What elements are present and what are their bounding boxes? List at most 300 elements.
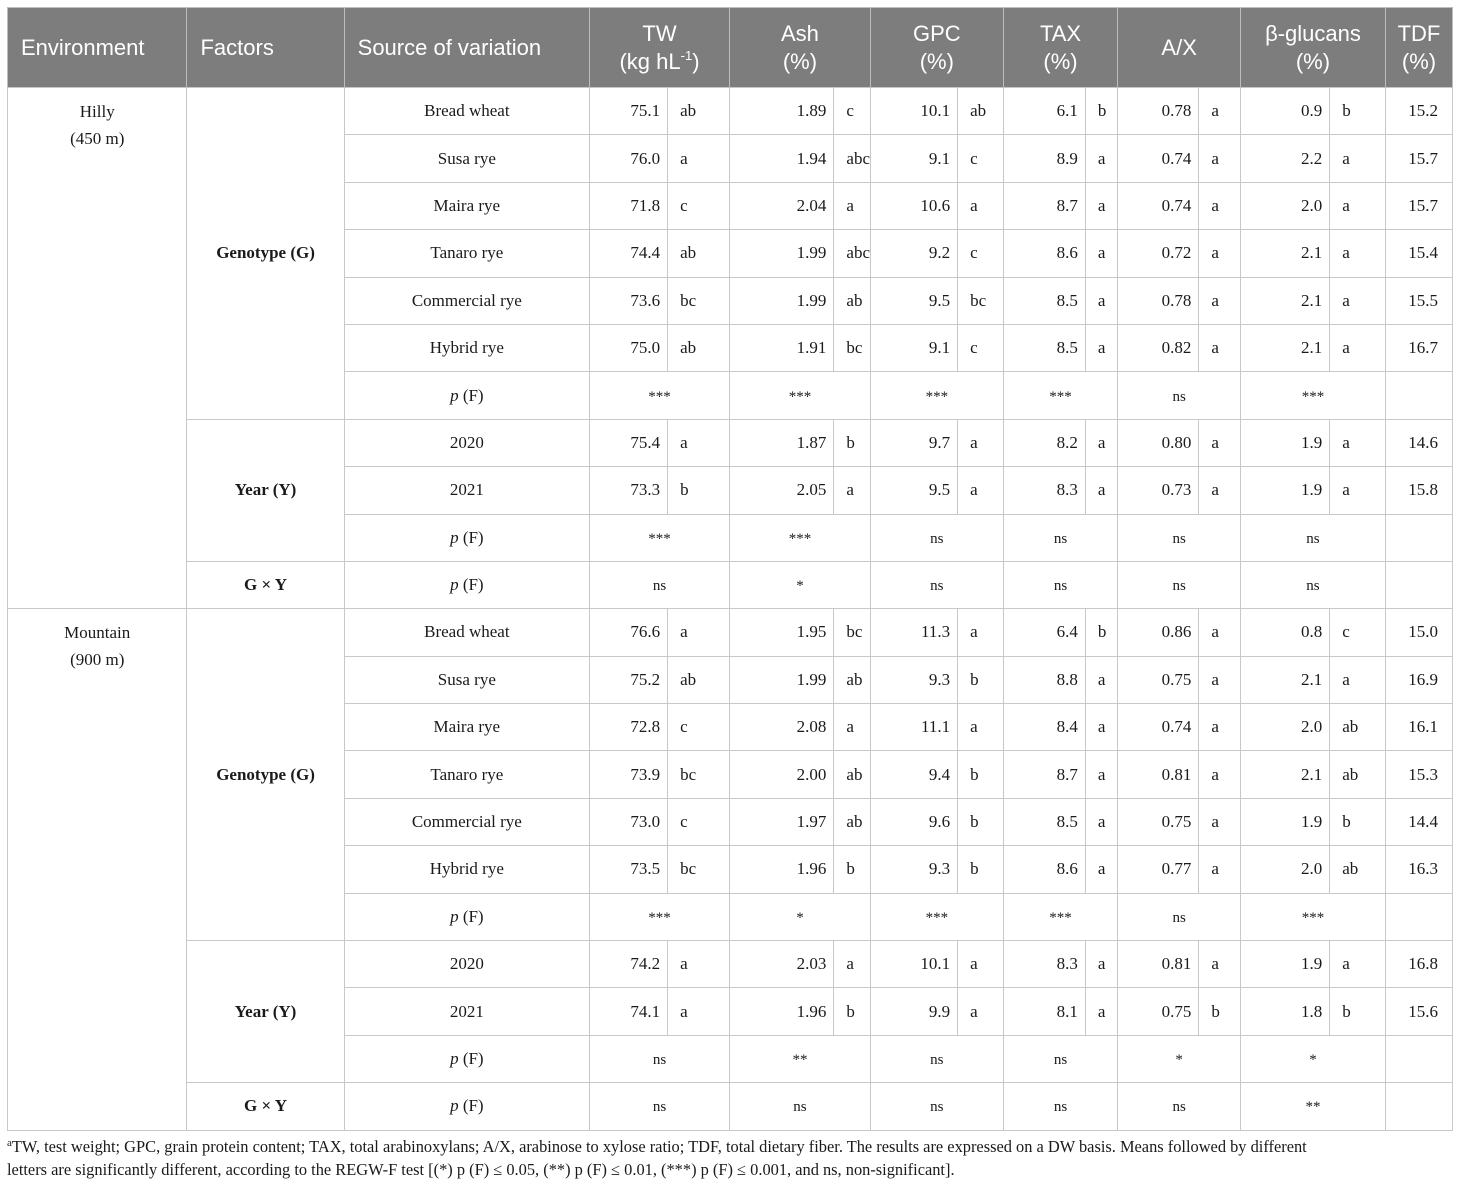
source-cell: Bread wheat bbox=[344, 88, 589, 135]
ash-value: 1.99 bbox=[729, 230, 833, 277]
f-symbol: (F) bbox=[462, 527, 484, 547]
ash-significance bbox=[729, 893, 870, 940]
beta-glucans-value: 1.9 bbox=[1240, 798, 1329, 845]
tax-letter: a bbox=[1085, 988, 1117, 1035]
tdf-value: 15.6 bbox=[1385, 988, 1452, 1035]
gpc-letter: a bbox=[958, 988, 1004, 1035]
beta-glucans-letter: ab bbox=[1330, 704, 1386, 751]
tax-significance bbox=[1003, 561, 1118, 608]
header-factors: Factors bbox=[187, 8, 344, 88]
tax-letter: a bbox=[1085, 656, 1117, 703]
tax-value: 8.1 bbox=[1003, 988, 1085, 1035]
tw-value: 75.4 bbox=[590, 419, 668, 466]
ax-letter: a bbox=[1199, 135, 1241, 182]
gpc-letter: c bbox=[958, 230, 1004, 277]
p-f-label bbox=[344, 372, 589, 419]
significance-mark: ns bbox=[793, 1099, 807, 1116]
beta-glucans-letter: b bbox=[1330, 88, 1386, 135]
header-tdf: TDF (%) bbox=[1385, 8, 1452, 88]
source-cell: Hybrid rye bbox=[344, 846, 589, 893]
significance-mark: * bbox=[1309, 1052, 1317, 1068]
ax-value: 0.77 bbox=[1118, 846, 1199, 893]
significance-mark: ns bbox=[930, 1052, 944, 1068]
gpc-value: 11.1 bbox=[870, 704, 957, 751]
beta-glucans-letter: b bbox=[1330, 988, 1386, 1035]
ax-letter: a bbox=[1199, 277, 1241, 324]
significance-mark: ns bbox=[652, 1099, 667, 1116]
tw-value: 75.1 bbox=[590, 88, 668, 135]
gpc-value: 10.1 bbox=[870, 941, 957, 988]
factor-year: Year (Y) bbox=[187, 419, 344, 561]
significance-mark: ns bbox=[1172, 388, 1186, 405]
tw-significance bbox=[590, 1083, 730, 1130]
beta-glucans-value: 2.1 bbox=[1240, 277, 1329, 324]
factor-gxy: G × Y bbox=[187, 1083, 344, 1130]
tw-significance bbox=[590, 372, 730, 419]
gpc-letter: a bbox=[958, 941, 1004, 988]
tdf-value: 16.8 bbox=[1385, 941, 1452, 988]
beta-glucans-value: 0.8 bbox=[1240, 609, 1329, 656]
tw-letter: bc bbox=[668, 751, 730, 798]
gpc-letter: c bbox=[958, 324, 1004, 371]
gpc-letter: b bbox=[958, 798, 1004, 845]
header-row bbox=[8, 8, 1453, 88]
beta-glucans-letter: a bbox=[1330, 419, 1386, 466]
tdf-value: 15.7 bbox=[1385, 182, 1452, 229]
tw-letter: ab bbox=[668, 88, 730, 135]
header-beta-glucans: β-glucans (%) bbox=[1240, 8, 1385, 88]
ash-value: 2.04 bbox=[729, 182, 833, 229]
significance-mark: * bbox=[1175, 1052, 1183, 1068]
tw-letter: b bbox=[668, 467, 730, 514]
tw-value: 71.8 bbox=[590, 182, 668, 229]
tax-value: 8.3 bbox=[1003, 941, 1085, 988]
tax-significance bbox=[1003, 1083, 1118, 1130]
ax-letter: b bbox=[1199, 988, 1241, 1035]
beta-glucans-value: 2.2 bbox=[1240, 135, 1329, 182]
tdf-empty bbox=[1385, 372, 1452, 419]
tw-significance bbox=[590, 1035, 730, 1082]
significance-mark: * bbox=[796, 578, 804, 595]
ax-value: 0.78 bbox=[1118, 277, 1199, 324]
header-ax: A/X bbox=[1118, 8, 1241, 88]
environment-cell bbox=[8, 88, 187, 609]
f-symbol: (F) bbox=[462, 575, 484, 595]
ash-value: 1.91 bbox=[729, 324, 833, 371]
source-cell: Susa rye bbox=[344, 656, 589, 703]
table-container bbox=[7, 7, 1453, 1131]
tax-letter: a bbox=[1085, 324, 1117, 371]
tw-value: 73.5 bbox=[590, 846, 668, 893]
p-f-label bbox=[344, 1083, 589, 1130]
environment-altitude: (900 m) bbox=[70, 650, 125, 670]
tdf-empty bbox=[1385, 1035, 1452, 1082]
ax-significance bbox=[1118, 372, 1241, 419]
source-cell: Commercial rye bbox=[344, 798, 589, 845]
ash-letter: bc bbox=[834, 324, 871, 371]
significance-mark: ns bbox=[652, 578, 667, 595]
ash-letter: a bbox=[834, 182, 871, 229]
significance-mark: *** bbox=[1301, 909, 1325, 926]
ax-value: 0.81 bbox=[1118, 941, 1199, 988]
tax-value: 8.5 bbox=[1003, 277, 1085, 324]
ax-value: 0.75 bbox=[1118, 656, 1199, 703]
significance-mark: ns bbox=[652, 1052, 667, 1068]
p-f-label bbox=[344, 514, 589, 561]
tax-value: 8.7 bbox=[1003, 182, 1085, 229]
gpc-value: 9.6 bbox=[870, 798, 957, 845]
tw-letter: ab bbox=[668, 324, 730, 371]
beta-glucans-value: 2.0 bbox=[1240, 846, 1329, 893]
tdf-value: 15.8 bbox=[1385, 467, 1452, 514]
tax-letter: a bbox=[1085, 846, 1117, 893]
gpc-letter: a bbox=[958, 419, 1004, 466]
ash-value: 1.87 bbox=[729, 419, 833, 466]
significance-mark: *** bbox=[788, 530, 812, 547]
tw-value: 73.6 bbox=[590, 277, 668, 324]
gpc-letter: b bbox=[958, 656, 1004, 703]
tax-letter: b bbox=[1085, 88, 1117, 135]
ash-significance bbox=[729, 561, 870, 608]
gpc-value: 10.1 bbox=[870, 88, 957, 135]
tw-letter: c bbox=[668, 798, 730, 845]
ax-letter: a bbox=[1199, 798, 1241, 845]
ash-value: 2.03 bbox=[729, 941, 833, 988]
ash-letter: ab bbox=[834, 798, 871, 845]
ax-letter: a bbox=[1199, 182, 1241, 229]
beta-glucans-value: 2.1 bbox=[1240, 230, 1329, 277]
tw-value: 74.1 bbox=[590, 988, 668, 1035]
beta-glucans-letter: a bbox=[1330, 324, 1386, 371]
ash-letter: b bbox=[834, 846, 871, 893]
tdf-empty bbox=[1385, 514, 1452, 561]
table-body bbox=[8, 88, 1453, 1131]
tw-letter: ab bbox=[668, 656, 730, 703]
tdf-value: 14.6 bbox=[1385, 419, 1452, 466]
beta-glucans-value: 1.9 bbox=[1240, 941, 1329, 988]
tdf-empty bbox=[1385, 893, 1452, 940]
tax-letter: a bbox=[1085, 467, 1117, 514]
p-symbol: p bbox=[450, 527, 459, 547]
significance-mark: ns bbox=[1306, 530, 1320, 547]
gpc-value: 9.5 bbox=[870, 277, 957, 324]
beta-glucans-value: 2.1 bbox=[1240, 751, 1329, 798]
tax-value: 6.4 bbox=[1003, 609, 1085, 656]
ash-letter: ab bbox=[834, 656, 871, 703]
tw-value: 75.0 bbox=[590, 324, 668, 371]
gpc-value: 9.3 bbox=[870, 846, 957, 893]
significance-mark: *** bbox=[648, 530, 671, 547]
significance-mark: ns bbox=[1306, 578, 1320, 595]
ax-letter: a bbox=[1199, 230, 1241, 277]
tw-value: 74.2 bbox=[590, 941, 668, 988]
factor-genotype: Genotype (G) bbox=[187, 88, 344, 420]
significance-mark: ** bbox=[1305, 1099, 1321, 1116]
ax-letter: a bbox=[1199, 751, 1241, 798]
tw-value: 76.6 bbox=[590, 609, 668, 656]
ax-value: 0.74 bbox=[1118, 135, 1199, 182]
ash-letter: ab bbox=[834, 751, 871, 798]
ax-significance bbox=[1118, 1035, 1241, 1082]
significance-mark: ns bbox=[1172, 578, 1186, 595]
tax-value: 6.1 bbox=[1003, 88, 1085, 135]
ax-significance bbox=[1118, 561, 1241, 608]
header-ash: Ash (%) bbox=[729, 8, 870, 88]
tax-significance bbox=[1003, 893, 1118, 940]
tw-value: 73.9 bbox=[590, 751, 668, 798]
ax-letter: a bbox=[1199, 88, 1241, 135]
gpc-letter: b bbox=[958, 846, 1004, 893]
tdf-value: 16.3 bbox=[1385, 846, 1452, 893]
beta-glucans-significance bbox=[1240, 1083, 1385, 1130]
ax-significance bbox=[1118, 893, 1241, 940]
environment-name: Hilly bbox=[79, 102, 115, 121]
gpc-letter: c bbox=[958, 135, 1004, 182]
ax-letter: a bbox=[1199, 846, 1241, 893]
table-row bbox=[8, 88, 1453, 135]
ash-letter: a bbox=[834, 704, 871, 751]
table-row bbox=[8, 419, 1453, 466]
tw-letter: a bbox=[668, 941, 730, 988]
beta-glucans-value: 2.0 bbox=[1240, 182, 1329, 229]
beta-glucans-value: 1.9 bbox=[1240, 419, 1329, 466]
table-row bbox=[8, 561, 1453, 608]
gpc-letter: ab bbox=[958, 88, 1004, 135]
ash-value: 1.99 bbox=[729, 656, 833, 703]
tw-significance bbox=[590, 893, 730, 940]
ash-value: 2.05 bbox=[729, 467, 833, 514]
beta-glucans-value: 2.0 bbox=[1240, 704, 1329, 751]
environment-cell bbox=[8, 609, 187, 1130]
beta-glucans-significance bbox=[1240, 1035, 1385, 1082]
ash-value: 1.89 bbox=[729, 88, 833, 135]
tdf-value: 15.5 bbox=[1385, 277, 1452, 324]
ax-letter: a bbox=[1199, 419, 1241, 466]
tax-value: 8.6 bbox=[1003, 230, 1085, 277]
ax-value: 0.81 bbox=[1118, 751, 1199, 798]
table-footnote bbox=[7, 1135, 1453, 1181]
ash-value: 1.96 bbox=[729, 988, 833, 1035]
gpc-value: 9.9 bbox=[870, 988, 957, 1035]
significance-mark: *** bbox=[648, 909, 671, 926]
ash-value: 1.95 bbox=[729, 609, 833, 656]
ax-letter: a bbox=[1199, 704, 1241, 751]
significance-mark: ns bbox=[1053, 578, 1068, 595]
significance-mark: *** bbox=[1301, 388, 1325, 405]
beta-glucans-letter: a bbox=[1330, 182, 1386, 229]
tw-letter: ab bbox=[668, 230, 730, 277]
tax-significance bbox=[1003, 1035, 1118, 1082]
tw-value: 73.0 bbox=[590, 798, 668, 845]
significance-mark: *** bbox=[788, 388, 812, 405]
ash-letter: c bbox=[834, 88, 871, 135]
ash-letter: a bbox=[834, 467, 871, 514]
ax-value: 0.73 bbox=[1118, 467, 1199, 514]
header-tw: TW (kg $hL^{-1}$) bbox=[590, 8, 730, 88]
tax-value: 8.3 bbox=[1003, 467, 1085, 514]
beta-glucans-value: 1.8 bbox=[1240, 988, 1329, 1035]
ash-value: 2.08 bbox=[729, 704, 833, 751]
source-cell: Hybrid rye bbox=[344, 324, 589, 371]
beta-glucans-letter: a bbox=[1330, 941, 1386, 988]
significance-mark: *** bbox=[1049, 909, 1072, 926]
ash-significance bbox=[729, 372, 870, 419]
tdf-value: 15.3 bbox=[1385, 751, 1452, 798]
ax-significance bbox=[1118, 1083, 1241, 1130]
ash-significance bbox=[729, 1035, 870, 1082]
p-symbol: p bbox=[450, 385, 459, 405]
ash-letter: abc bbox=[834, 135, 871, 182]
beta-glucans-significance bbox=[1240, 372, 1385, 419]
header-source: Source of variation bbox=[344, 8, 589, 88]
significance-mark: *** bbox=[925, 388, 949, 405]
ash-value: 1.99 bbox=[729, 277, 833, 324]
beta-glucans-letter: a bbox=[1330, 277, 1386, 324]
tax-value: 8.2 bbox=[1003, 419, 1085, 466]
beta-glucans-letter: a bbox=[1330, 230, 1386, 277]
tw-value: 75.2 bbox=[590, 656, 668, 703]
ash-letter: b bbox=[834, 988, 871, 1035]
tdf-empty bbox=[1385, 561, 1452, 608]
gpc-value: 9.1 bbox=[870, 135, 957, 182]
ax-value: 0.78 bbox=[1118, 88, 1199, 135]
p-symbol: p bbox=[450, 906, 459, 926]
ash-value: 1.97 bbox=[729, 798, 833, 845]
source-cell: Tanaro rye bbox=[344, 230, 589, 277]
ax-significance bbox=[1118, 514, 1241, 561]
significance-mark: ns bbox=[1053, 1052, 1068, 1068]
ash-letter: a bbox=[834, 941, 871, 988]
f-symbol: (F) bbox=[462, 385, 484, 405]
tw-letter: bc bbox=[668, 277, 730, 324]
gpc-significance bbox=[870, 1083, 1003, 1130]
ax-value: 0.86 bbox=[1118, 609, 1199, 656]
tax-letter: a bbox=[1085, 230, 1117, 277]
header-gpc: GPC (%) bbox=[870, 8, 1003, 88]
tw-letter: a bbox=[668, 609, 730, 656]
beta-glucans-letter: b bbox=[1330, 798, 1386, 845]
tax-letter: b bbox=[1085, 609, 1117, 656]
table-row bbox=[8, 941, 1453, 988]
factor-year: Year (Y) bbox=[187, 941, 344, 1083]
beta-glucans-value: 2.1 bbox=[1240, 324, 1329, 371]
ash-value: 1.96 bbox=[729, 846, 833, 893]
gpc-value: 9.2 bbox=[870, 230, 957, 277]
beta-glucans-letter: a bbox=[1330, 656, 1386, 703]
tdf-value: 16.9 bbox=[1385, 656, 1452, 703]
beta-glucans-value: 0.9 bbox=[1240, 88, 1329, 135]
ax-value: 0.74 bbox=[1118, 704, 1199, 751]
ax-letter: a bbox=[1199, 941, 1241, 988]
significance-mark: ** bbox=[792, 1052, 808, 1068]
tax-value: 8.8 bbox=[1003, 656, 1085, 703]
tdf-value: 14.4 bbox=[1385, 798, 1452, 845]
gpc-value: 9.4 bbox=[870, 751, 957, 798]
tdf-value: 15.4 bbox=[1385, 230, 1452, 277]
significance-mark: ns bbox=[1053, 1099, 1068, 1116]
ax-letter: a bbox=[1199, 656, 1241, 703]
significance-mark: ns bbox=[930, 578, 944, 595]
tw-value: 73.3 bbox=[590, 467, 668, 514]
beta-glucans-letter: a bbox=[1330, 467, 1386, 514]
tw-letter: a bbox=[668, 135, 730, 182]
beta-glucans-letter: a bbox=[1330, 135, 1386, 182]
tax-significance bbox=[1003, 514, 1118, 561]
source-cell: Maira rye bbox=[344, 704, 589, 751]
gpc-value: 9.5 bbox=[870, 467, 957, 514]
beta-glucans-letter: ab bbox=[1330, 751, 1386, 798]
factor-genotype: Genotype (G) bbox=[187, 609, 344, 941]
f-symbol: (F) bbox=[462, 1049, 484, 1068]
source-cell: 2020 bbox=[344, 419, 589, 466]
significance-mark: ns bbox=[1172, 1099, 1186, 1116]
tax-letter: a bbox=[1085, 419, 1117, 466]
source-cell: 2021 bbox=[344, 988, 589, 1035]
tax-value: 8.5 bbox=[1003, 324, 1085, 371]
table-row bbox=[8, 1083, 1453, 1130]
ax-value: 0.72 bbox=[1118, 230, 1199, 277]
tax-significance bbox=[1003, 372, 1118, 419]
ash-value: 2.00 bbox=[729, 751, 833, 798]
tax-value: 8.6 bbox=[1003, 846, 1085, 893]
tdf-value: 16.7 bbox=[1385, 324, 1452, 371]
p-symbol: p bbox=[450, 1096, 459, 1116]
tax-letter: a bbox=[1085, 135, 1117, 182]
ax-letter: a bbox=[1199, 467, 1241, 514]
source-cell: Susa rye bbox=[344, 135, 589, 182]
tw-value: 72.8 bbox=[590, 704, 668, 751]
p-f-label bbox=[344, 893, 589, 940]
gpc-value: 10.6 bbox=[870, 182, 957, 229]
beta-glucans-significance bbox=[1240, 514, 1385, 561]
significance-mark: ns bbox=[930, 530, 944, 547]
environment-altitude: (450 m) bbox=[70, 129, 125, 148]
tax-value: 8.9 bbox=[1003, 135, 1085, 182]
gpc-letter: a bbox=[958, 182, 1004, 229]
source-cell: Maira rye bbox=[344, 182, 589, 229]
tw-significance bbox=[590, 514, 730, 561]
significance-mark: ns bbox=[1053, 530, 1068, 547]
gpc-letter: a bbox=[958, 467, 1004, 514]
significance-mark: *** bbox=[1049, 388, 1072, 405]
tax-value: 8.5 bbox=[1003, 798, 1085, 845]
gpc-value: 9.1 bbox=[870, 324, 957, 371]
tw-letter: a bbox=[668, 988, 730, 1035]
significance-mark: ns bbox=[1172, 909, 1186, 926]
ax-value: 0.75 bbox=[1118, 988, 1199, 1035]
ax-value: 0.74 bbox=[1118, 182, 1199, 229]
source-cell: 2020 bbox=[344, 941, 589, 988]
tax-letter: a bbox=[1085, 277, 1117, 324]
gpc-significance bbox=[870, 1035, 1003, 1082]
tdf-value: 15.2 bbox=[1385, 88, 1452, 135]
significance-mark: * bbox=[796, 909, 804, 926]
gpc-value: 11.3 bbox=[870, 609, 957, 656]
ax-value: 0.75 bbox=[1118, 798, 1199, 845]
tw-letter: bc bbox=[668, 846, 730, 893]
gpc-letter: bc bbox=[958, 277, 1004, 324]
ash-significance bbox=[729, 514, 870, 561]
table-row bbox=[8, 609, 1453, 656]
footnote-line-2: letters are significantly different, according to the REGW-F test [(*) p (F) ≤ 0.05, (**) p (F) ≤ 0.01, (***) p (F) ≤ 0.001, and ns, non-significant]. bbox=[7, 1160, 955, 1179]
tdf-value: 15.7 bbox=[1385, 135, 1452, 182]
ash-letter: b bbox=[834, 419, 871, 466]
footnote-line-1: $^a$TW, test weight; GPC, grain protein content; TAX, total arabinoxylans; A/X, arabinose to xylose ratio; TDF, total dietary fiber. The results are expressed on a DW basis. Means followed by different bbox=[7, 1137, 1307, 1156]
tax-value: 8.7 bbox=[1003, 751, 1085, 798]
source-cell: Commercial rye bbox=[344, 277, 589, 324]
source-cell: 2021 bbox=[344, 467, 589, 514]
tw-letter: c bbox=[668, 704, 730, 751]
